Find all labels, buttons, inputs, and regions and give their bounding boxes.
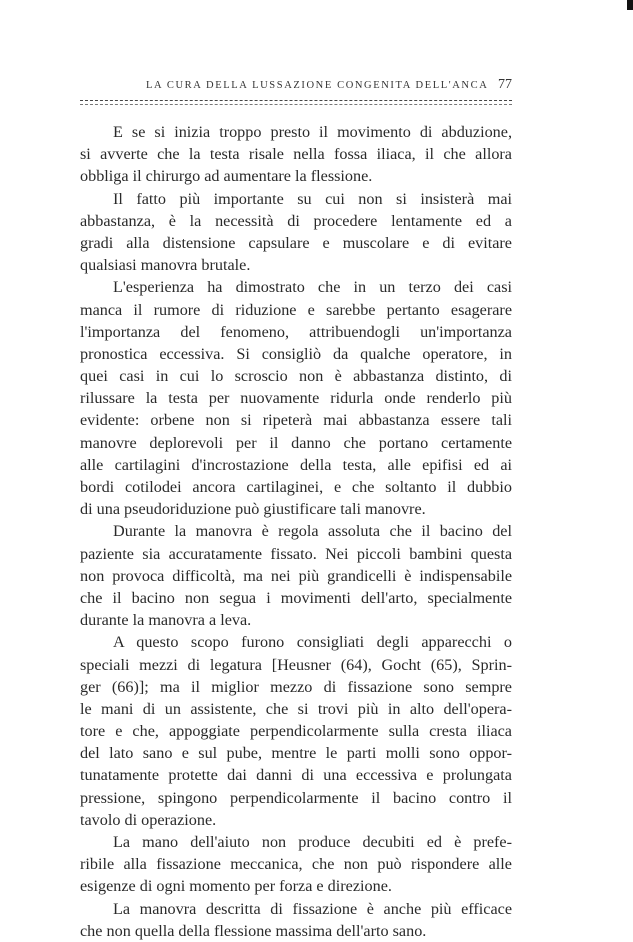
text-line: gradi alla distensione capsulare e muscolare e di evitare — [80, 233, 512, 252]
running-title: LA CURA DELLA LUSSAZIONE CONGENITA DELL'ANCA — [146, 80, 489, 91]
text-line: del lato sano e sul pube, mentre le parti molli sono oppor- — [80, 744, 512, 763]
text-line: non provoca difficoltà, ma nei più grandicelli è indispensabile — [80, 566, 512, 585]
text-line: esigenze di ogni momento per forza e direzione. — [80, 877, 392, 896]
text-line: le mani di un assistente, che si trovi più in alto dell'opera- — [80, 699, 512, 718]
scan-corner-mark — [627, 0, 633, 10]
text-line: manovre deplorevoli per il danno che portano certamente — [80, 433, 512, 452]
text-line: La mano dell'aiuto non produce decubiti ed è prefe- — [113, 833, 512, 851]
text-line: E se si inizia troppo presto il movimento di abduzione, — [113, 123, 512, 141]
text-line: L'esperienza ha dimostrato che in un terzo dei casi — [113, 278, 512, 297]
text-line: abbastanza, è la necessità di procedere lentamente ed a — [80, 211, 512, 230]
body-text — [80, 121, 512, 942]
text-line: di una pseudoriduzione può giustificare tali manovre. — [80, 500, 426, 519]
text-line: ribile alla fissazione meccanica, che non può rispondere alle — [80, 855, 512, 874]
text-line: obbliga il chirurgo ad aumentare la flessione. — [80, 167, 373, 186]
page-header — [80, 77, 512, 102]
header-rule-secondary — [80, 104, 512, 105]
text-line: evidente: orbene non si ripeterà mai abbastanza essere tali — [80, 411, 512, 430]
text-line: pronostica eccessiva. Si consigliò da qualche operatore, in — [80, 344, 512, 363]
text-line: A questo scopo furono consigliati degli apparecchi o — [113, 633, 512, 652]
text-line: pressione, spingono perpendicolarmente il bacino contro il — [80, 788, 512, 807]
text-line: durante la manovra a leva. — [80, 611, 252, 630]
text-line: che non quella della flessione massima dell'arto sano. — [80, 921, 427, 940]
text-line: La manovra descritta di fissazione è anche più efficace — [113, 899, 512, 918]
text-line: l'importanza del fenomeno, attribuendogli un'importanza — [80, 322, 512, 341]
text-line: alle cartilagini d'incrostazione della testa, alle epifisi ed ai — [80, 455, 512, 474]
text-line: rilussare la testa per nuovamente ridurla onde renderlo più — [80, 389, 512, 408]
text-line: quei casi in cui lo scroscio non è abbastanza distinto, di — [80, 367, 512, 386]
text-line: Il fatto più importante su cui non si insisterà mai — [113, 189, 512, 208]
text-line: bordi cotilodei ancora cartilaginei, e che soltanto il dubbio — [80, 478, 512, 496]
text-line: che il bacino non segua i movimenti dell'arto, specialmente — [80, 588, 512, 607]
text-line: manca il rumore di riduzione e sarebbe pertanto esagerare — [80, 300, 512, 319]
text-line: tunatamente protette dai danni di una eccessiva e prolungata — [80, 766, 512, 785]
text-line: si avverte che la testa risale nella fossa iliaca, il che allora — [80, 145, 512, 164]
header-rule — [80, 100, 512, 101]
text-line: paziente sia accuratamente fissato. Nei piccoli bambini questa — [80, 544, 512, 563]
text-line: tavolo di operazione. — [80, 810, 217, 829]
page-number: 77 — [498, 77, 512, 92]
text-line: speciali mezzi di legatura [Heusner (64), Gocht (65), Sprin- — [80, 655, 512, 674]
text-line: ger (66)]; ma il miglior mezzo di fissazione sono sempre — [80, 677, 512, 696]
text-line: tore e che, appoggiate perpendicolarmente sulla cresta iliaca — [80, 722, 512, 741]
text-line: qualsiasi manovra brutale. — [80, 256, 251, 275]
text-line: Durante la manovra è regola assoluta che il bacino del — [113, 522, 512, 541]
